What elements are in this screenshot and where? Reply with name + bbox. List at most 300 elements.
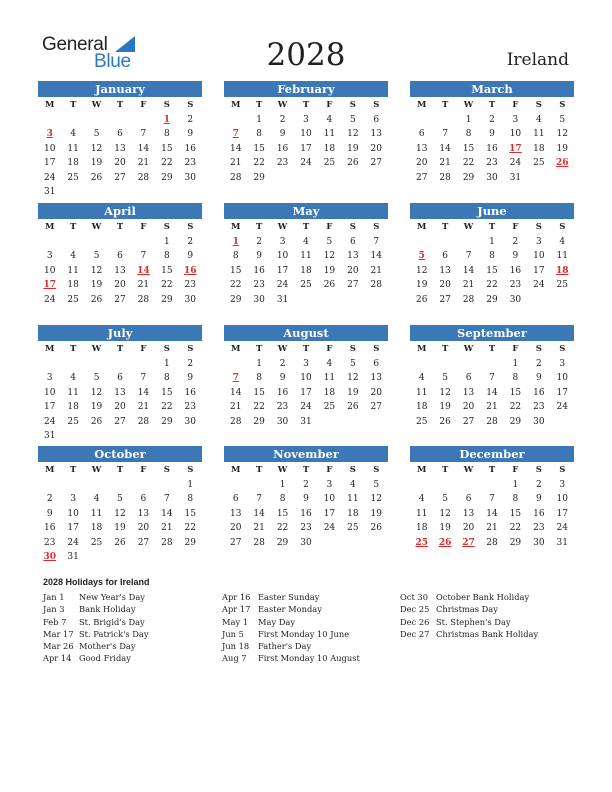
- day-cell: 20: [370, 387, 382, 398]
- day-cell: 21: [370, 265, 382, 276]
- weekday-label: F: [140, 100, 147, 110]
- day-cell: 18: [533, 143, 545, 154]
- holiday-name: Good Friday: [79, 653, 131, 664]
- weekday-label: S: [535, 100, 542, 110]
- holiday-date: Jan 1: [43, 592, 65, 602]
- empty-cell: [480, 357, 503, 372]
- weekday-label: T: [116, 222, 124, 232]
- day-cell: 13: [370, 373, 382, 383]
- month-february: [224, 81, 388, 185]
- holiday-date: Apr 17: [222, 604, 251, 615]
- holiday-name: Bank Holiday: [79, 604, 136, 615]
- holiday-day: 26: [438, 537, 452, 548]
- day-cell: 13: [415, 143, 428, 154]
- empty-cell: [61, 478, 84, 493]
- day-cell: 30: [184, 294, 196, 305]
- day-cell: 23: [184, 280, 196, 290]
- weekday-label: T: [116, 344, 124, 354]
- weekday-label: T: [69, 100, 77, 110]
- day-cell: 30: [486, 172, 498, 183]
- day-cell: 15: [161, 143, 173, 154]
- day-cell: 14: [462, 265, 475, 276]
- holiday-row: [43, 591, 149, 603]
- day-cell: 2: [303, 479, 309, 490]
- day-cell: 28: [229, 416, 242, 427]
- day-cell: 18: [323, 387, 336, 398]
- holiday-name: First Monday 10 June: [258, 628, 350, 639]
- day-cell: 24: [533, 280, 545, 290]
- day-cell: 13: [114, 387, 126, 398]
- day-cell: 19: [323, 265, 336, 276]
- day-cell: 10: [556, 494, 568, 504]
- weekday-label: T: [302, 344, 310, 354]
- empty-cell: [410, 235, 433, 250]
- holiday-name: Father's Day: [258, 641, 312, 652]
- day-cell: 9: [46, 508, 53, 519]
- holiday-date: Dec 27: [400, 628, 430, 639]
- month-november: [224, 446, 388, 550]
- day-cell: 21: [462, 280, 475, 290]
- day-cell: 21: [486, 402, 498, 412]
- weekday-label: S: [163, 344, 170, 354]
- day-cell: 12: [90, 265, 103, 276]
- day-cell: 8: [465, 129, 472, 139]
- day-cell: 24: [67, 537, 79, 548]
- day-cell: 19: [347, 143, 359, 154]
- day-cell: 4: [559, 236, 566, 247]
- day-cell: 11: [90, 508, 103, 519]
- day-cell: 24: [509, 158, 522, 168]
- holiday-row: [400, 591, 538, 603]
- empty-cell: [132, 235, 155, 250]
- holiday-date: Jan 3: [43, 604, 65, 615]
- empty-cell: [61, 235, 84, 250]
- weekday-label: F: [326, 465, 333, 475]
- day-cell: 9: [303, 494, 309, 504]
- day-cell: 13: [114, 265, 126, 276]
- day-cell: 26: [323, 280, 336, 290]
- day-cell: 21: [229, 402, 242, 412]
- weekday-label: W: [277, 465, 288, 475]
- day-cell: 2: [489, 114, 495, 125]
- empty-cell: [433, 478, 456, 493]
- day-cell: 1: [163, 358, 170, 369]
- weekday-label: S: [535, 344, 542, 354]
- day-grid: [224, 342, 388, 429]
- day-cell: 9: [279, 373, 286, 383]
- day-cell: 9: [535, 494, 542, 504]
- weekday-label: T: [255, 344, 263, 354]
- day-cell: 5: [349, 358, 356, 369]
- day-cell: 6: [465, 373, 472, 383]
- weekday-label: M: [45, 100, 55, 110]
- day-cell: 5: [442, 373, 448, 383]
- day-cell: 30: [300, 537, 312, 548]
- day-cell: 13: [462, 387, 475, 398]
- day-cell: 11: [323, 129, 336, 139]
- weekday-label: S: [535, 222, 542, 232]
- day-cell: 14: [229, 387, 242, 398]
- day-cell: 2: [46, 494, 53, 504]
- day-cell: 25: [67, 416, 79, 427]
- weekday-label: F: [326, 222, 333, 232]
- weekday-label: S: [373, 344, 380, 354]
- month-august: [224, 325, 388, 429]
- empty-cell: [38, 235, 61, 250]
- month-title: September: [410, 325, 574, 341]
- weekday-label: S: [163, 222, 170, 232]
- day-cell: 26: [439, 416, 451, 427]
- day-cell: 27: [114, 416, 126, 427]
- day-cell: 2: [512, 236, 519, 247]
- day-cell: 13: [137, 508, 150, 519]
- holiday-date: Feb 7: [43, 616, 67, 627]
- day-cell: 28: [370, 280, 382, 290]
- holiday-row: [43, 652, 149, 664]
- holiday-day: 27: [462, 537, 475, 548]
- day-cell: 13: [229, 508, 242, 519]
- day-cell: 27: [462, 416, 475, 427]
- month-title: March: [410, 81, 574, 97]
- day-cell: 14: [486, 508, 498, 519]
- month-title: October: [38, 446, 202, 462]
- weekday-label: S: [559, 344, 566, 354]
- day-cell: 2: [256, 236, 262, 247]
- empty-cell: [132, 357, 155, 372]
- day-cell: 7: [140, 129, 147, 139]
- day-cell: 17: [43, 158, 56, 168]
- weekday-label: S: [187, 344, 194, 354]
- day-cell: 8: [187, 494, 194, 504]
- day-cell: 19: [90, 402, 103, 412]
- day-cell: 18: [323, 143, 336, 154]
- day-cell: 20: [229, 523, 242, 533]
- month-july: [38, 325, 202, 444]
- day-cell: 4: [349, 479, 356, 490]
- day-cell: 23: [533, 402, 545, 412]
- weekday-label: F: [140, 465, 147, 475]
- holiday-row: [222, 652, 360, 664]
- month-april: [38, 203, 202, 307]
- weekday-label: W: [463, 100, 474, 110]
- day-cell: 13: [347, 251, 359, 261]
- holiday-day: 16: [184, 265, 197, 276]
- day-cell: 23: [184, 158, 196, 168]
- day-cell: 12: [415, 265, 428, 276]
- day-cell: 4: [70, 373, 76, 383]
- holiday-name: Christmas Day: [436, 604, 498, 615]
- day-cell: 22: [462, 158, 475, 168]
- day-cell: 10: [276, 251, 289, 261]
- day-cell: 28: [462, 294, 475, 305]
- day-cell: 20: [114, 158, 126, 168]
- weekday-label: F: [140, 344, 147, 354]
- day-cell: 2: [187, 114, 194, 125]
- day-cell: 24: [300, 402, 312, 412]
- day-cell: 7: [489, 494, 495, 504]
- day-cell: 25: [415, 416, 428, 427]
- day-cell: 24: [556, 523, 568, 533]
- holiday-name: Easter Sunday: [258, 592, 320, 602]
- day-cell: 28: [486, 416, 498, 427]
- empty-cell: [457, 357, 480, 372]
- day-cell: 7: [140, 251, 147, 261]
- holiday-name: Easter Monday: [258, 604, 322, 615]
- day-cell: 20: [462, 523, 475, 533]
- day-cell: 25: [347, 523, 359, 533]
- day-cell: 12: [556, 129, 568, 139]
- day-cell: 25: [323, 158, 336, 168]
- day-cell: 16: [300, 508, 312, 519]
- day-cell: 3: [559, 358, 566, 369]
- weekday-label: T: [116, 100, 124, 110]
- day-cell: 26: [370, 523, 382, 533]
- weekday-label: S: [373, 100, 380, 110]
- day-cell: 5: [373, 479, 380, 490]
- day-cell: 8: [512, 494, 519, 504]
- holiday-day: 26: [556, 158, 569, 168]
- holiday-date: Jun 5: [222, 628, 244, 639]
- weekday-label: S: [187, 100, 194, 110]
- month-title: April: [38, 203, 202, 219]
- month-may: [224, 203, 388, 307]
- day-cell: 12: [90, 387, 103, 398]
- month-december: [410, 446, 574, 550]
- day-cell: 29: [253, 416, 265, 427]
- day-cell: 7: [442, 129, 448, 139]
- empty-cell: [85, 113, 108, 128]
- weekday-label: F: [326, 100, 333, 110]
- day-cell: 6: [442, 251, 448, 261]
- empty-cell: [108, 357, 131, 372]
- holiday-row: [400, 603, 538, 615]
- holiday-day: 18: [556, 265, 569, 276]
- day-cell: 22: [161, 280, 173, 290]
- weekday-label: W: [277, 222, 288, 232]
- holiday-date: Apr 16: [222, 592, 251, 602]
- day-cell: 9: [489, 129, 495, 139]
- holiday-row: [222, 616, 360, 628]
- day-cell: 3: [303, 358, 309, 369]
- weekday-label: T: [302, 465, 310, 475]
- holiday-day: 1: [163, 114, 170, 125]
- day-cell: 27: [114, 172, 126, 183]
- holiday-name: St. Stephen's Day: [436, 616, 511, 627]
- weekday-label: T: [441, 465, 449, 475]
- holiday-row: [222, 591, 360, 603]
- day-cell: 25: [300, 280, 312, 290]
- logo-text-blue: Blue: [94, 51, 131, 72]
- day-cell: 18: [67, 280, 79, 290]
- day-cell: 21: [486, 523, 498, 533]
- weekday-label: T: [441, 100, 449, 110]
- day-cell: 23: [300, 523, 312, 533]
- holiday-name: First Monday 10 August: [258, 653, 360, 664]
- day-cell: 3: [512, 114, 519, 125]
- weekday-label: W: [91, 222, 102, 232]
- day-cell: 7: [140, 373, 147, 383]
- empty-cell: [457, 235, 480, 250]
- day-cell: 4: [70, 129, 76, 139]
- weekday-label: S: [559, 222, 566, 232]
- day-cell: 19: [439, 402, 451, 412]
- empty-cell: [108, 235, 131, 250]
- day-cell: 13: [439, 265, 451, 276]
- day-cell: 15: [229, 265, 242, 276]
- day-cell: 30: [509, 294, 522, 305]
- day-cell: 2: [187, 358, 194, 369]
- day-cell: 14: [439, 143, 451, 154]
- day-cell: 21: [137, 158, 150, 168]
- day-cell: 29: [229, 294, 242, 305]
- day-cell: 19: [370, 508, 382, 519]
- day-cell: 22: [509, 402, 522, 412]
- logo-text-general: General: [42, 34, 108, 55]
- weekday-label: T: [488, 344, 496, 354]
- day-cell: 8: [163, 129, 170, 139]
- day-cell: 15: [161, 387, 173, 398]
- holiday-date: Dec 25: [400, 604, 430, 615]
- day-cell: 23: [486, 158, 498, 168]
- day-cell: 8: [232, 251, 239, 261]
- day-cell: 28: [229, 172, 242, 183]
- day-cell: 7: [373, 236, 380, 247]
- weekday-label: T: [302, 100, 310, 110]
- day-cell: 4: [326, 114, 333, 125]
- holiday-date: Apr 14: [43, 653, 72, 664]
- day-cell: 11: [323, 373, 336, 383]
- day-cell: 17: [67, 523, 79, 533]
- day-cell: 28: [137, 294, 150, 305]
- day-cell: 22: [486, 280, 498, 290]
- day-cell: 20: [415, 158, 428, 168]
- day-cell: 29: [462, 172, 475, 183]
- month-title: June: [410, 203, 574, 219]
- day-cell: 30: [253, 294, 265, 305]
- day-cell: 10: [43, 387, 56, 398]
- day-cell: 29: [509, 416, 522, 427]
- weekday-label: M: [45, 344, 55, 354]
- day-cell: 6: [349, 236, 356, 247]
- weekday-label: S: [349, 222, 356, 232]
- weekday-label: M: [231, 222, 241, 232]
- weekday-label: M: [417, 222, 427, 232]
- day-cell: 3: [46, 251, 53, 261]
- day-cell: 19: [415, 280, 428, 290]
- weekday-label: T: [488, 100, 496, 110]
- day-cell: 10: [556, 373, 568, 383]
- calendar-year: 2028: [266, 37, 346, 73]
- day-cell: 1: [489, 236, 495, 247]
- day-cell: 7: [489, 373, 495, 383]
- day-cell: 20: [347, 265, 359, 276]
- month-title: August: [224, 325, 388, 341]
- day-cell: 9: [187, 373, 194, 383]
- day-cell: 2: [279, 114, 286, 125]
- day-cell: 23: [43, 537, 56, 548]
- weekday-label: S: [349, 465, 356, 475]
- day-cell: 4: [303, 236, 309, 247]
- day-cell: 1: [465, 114, 472, 125]
- day-cell: 1: [187, 479, 194, 490]
- day-cell: 26: [114, 537, 126, 548]
- empty-cell: [38, 478, 61, 493]
- day-cell: 12: [347, 373, 359, 383]
- day-cell: 12: [90, 143, 103, 154]
- day-cell: 10: [533, 251, 545, 261]
- weekday-label: F: [512, 465, 519, 475]
- day-cell: 6: [373, 114, 380, 125]
- day-cell: 6: [117, 373, 123, 383]
- day-cell: 28: [486, 537, 498, 548]
- day-cell: 3: [535, 236, 542, 247]
- day-cell: 15: [509, 508, 522, 519]
- holiday-name: New Year's Day: [79, 592, 145, 602]
- month-title: May: [224, 203, 388, 219]
- holiday-row: [222, 640, 360, 652]
- day-cell: 18: [300, 265, 312, 276]
- day-grid: [224, 98, 388, 185]
- day-cell: 17: [533, 265, 545, 276]
- day-cell: 8: [256, 373, 262, 383]
- empty-cell: [132, 478, 155, 493]
- holiday-day: 17: [509, 143, 522, 154]
- day-cell: 10: [300, 129, 312, 139]
- empty-cell: [132, 113, 155, 128]
- day-cell: 17: [556, 387, 568, 398]
- holiday-row: [43, 603, 149, 615]
- day-cell: 24: [43, 294, 56, 305]
- empty-cell: [433, 357, 456, 372]
- weekday-label: T: [69, 465, 77, 475]
- weekday-label: M: [417, 344, 427, 354]
- day-cell: 12: [114, 508, 126, 519]
- weekday-label: M: [231, 344, 241, 354]
- day-cell: 9: [187, 251, 194, 261]
- day-cell: 5: [559, 114, 566, 125]
- weekday-label: T: [488, 222, 496, 232]
- day-cell: 1: [256, 114, 262, 125]
- day-cell: 27: [229, 537, 242, 548]
- day-cell: 21: [137, 280, 150, 290]
- day-cell: 2: [535, 358, 542, 369]
- weekday-label: T: [441, 344, 449, 354]
- day-cell: 10: [509, 129, 522, 139]
- day-cell: 14: [486, 387, 498, 398]
- holiday-row: [43, 640, 149, 652]
- weekday-label: S: [559, 100, 566, 110]
- day-cell: 20: [114, 402, 126, 412]
- weekday-label: S: [373, 222, 380, 232]
- day-cell: 10: [43, 265, 56, 276]
- day-cell: 26: [90, 416, 103, 427]
- day-cell: 22: [184, 523, 196, 533]
- day-cell: 8: [489, 251, 495, 261]
- holiday-row: [222, 628, 360, 640]
- day-cell: 6: [140, 494, 147, 504]
- day-cell: 4: [418, 373, 425, 383]
- day-cell: 22: [253, 158, 265, 168]
- day-cell: 21: [229, 158, 242, 168]
- day-cell: 3: [46, 373, 53, 383]
- weekday-label: W: [463, 344, 474, 354]
- weekday-label: M: [45, 222, 55, 232]
- day-cell: 28: [161, 537, 173, 548]
- day-cell: 26: [415, 294, 428, 305]
- day-cell: 19: [114, 523, 126, 533]
- weekday-label: W: [91, 465, 102, 475]
- day-cell: 24: [556, 402, 568, 412]
